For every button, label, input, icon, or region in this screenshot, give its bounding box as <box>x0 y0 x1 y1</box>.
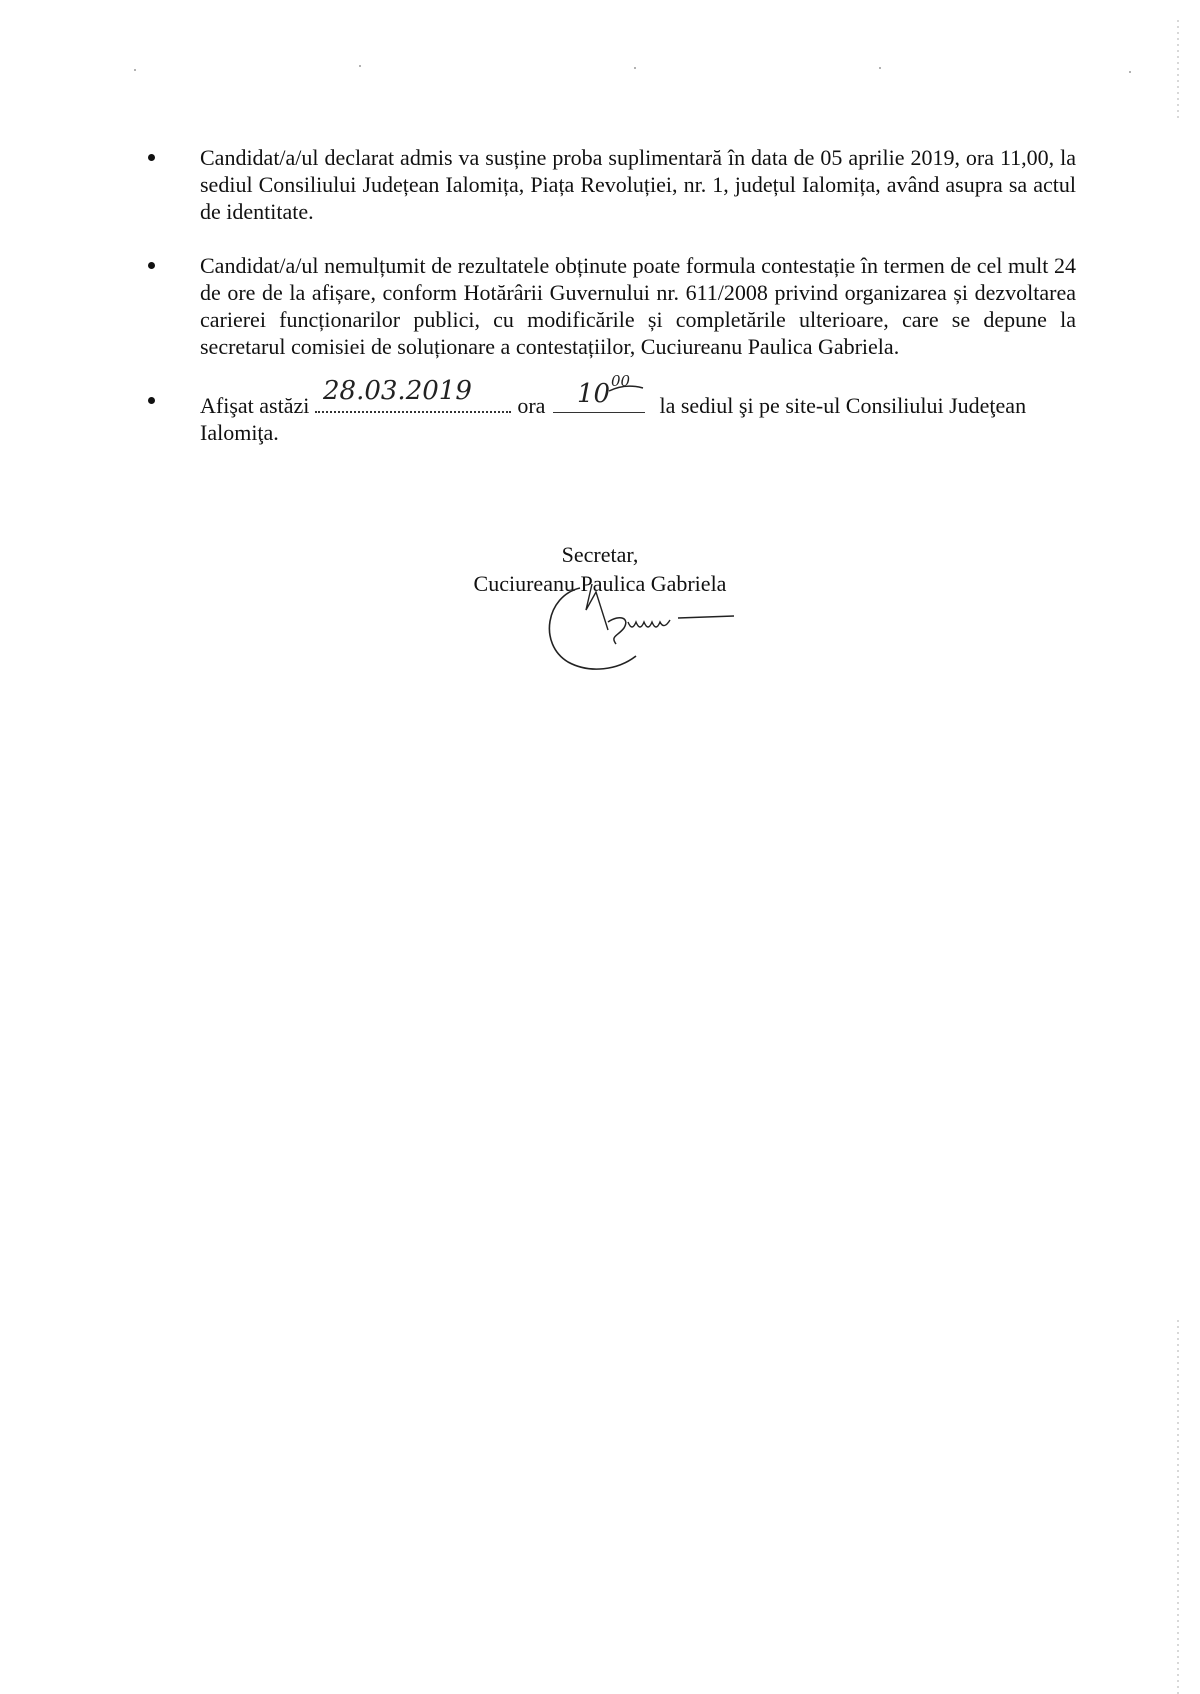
handwritten-time <box>553 370 653 410</box>
handwritten-date <box>315 369 511 409</box>
posted-suffix: la sediul şi pe site-ul Consiliului Judeţean <box>659 393 1027 418</box>
ora-label: ora <box>517 393 546 418</box>
list-item <box>148 252 1076 360</box>
list-item <box>148 144 1076 225</box>
time-field <box>553 372 645 413</box>
svg-text:28.03.2019: 28.03.2019 <box>323 376 473 406</box>
handwritten-signature <box>538 574 738 684</box>
bullet-icon <box>148 397 155 404</box>
signature-name: Cuciureanu Paulica Gabriela <box>473 571 727 596</box>
bullet-icon <box>148 262 155 269</box>
signature-title: Secretar, <box>561 542 639 567</box>
posted-prefix: Afişat astăzi <box>200 393 310 418</box>
svg-text:10: 10 <box>577 379 611 409</box>
appeal-notice-text: Candidat/a/ul nemulțumit de rezultatele obținute poate formula contestație în termen de cel mult 24 de ore de la afișare, conform Hotărârii Guvernului nr. 611/2008 privind organizarea și dezvoltarea carierei funcționarilor publici, cu modificările și completările ulterioare, care se depune la secretarul comisiei de soluționare a contestațiilor, Cuciureanu Paulica Gabriela. <box>200 253 1076 359</box>
exam-notice-text: Candidat/a/ul declarat admis va susține proba suplimentară în data de 05 aprilie 2019, ora 11,00, la sediul Consiliului Județean Ialomița, Piața Revoluției, nr. 1, județul Ialomița, având asupra sa actul de identitate. <box>200 145 1076 224</box>
posted-line <box>200 372 1076 419</box>
svg-text:00: 00 <box>611 372 631 390</box>
posted-continuation: Ialomiţa. <box>200 420 279 445</box>
date-field <box>315 376 511 413</box>
bullet-icon <box>148 154 155 161</box>
list-item <box>148 372 1076 446</box>
bullet-list <box>148 144 1076 473</box>
